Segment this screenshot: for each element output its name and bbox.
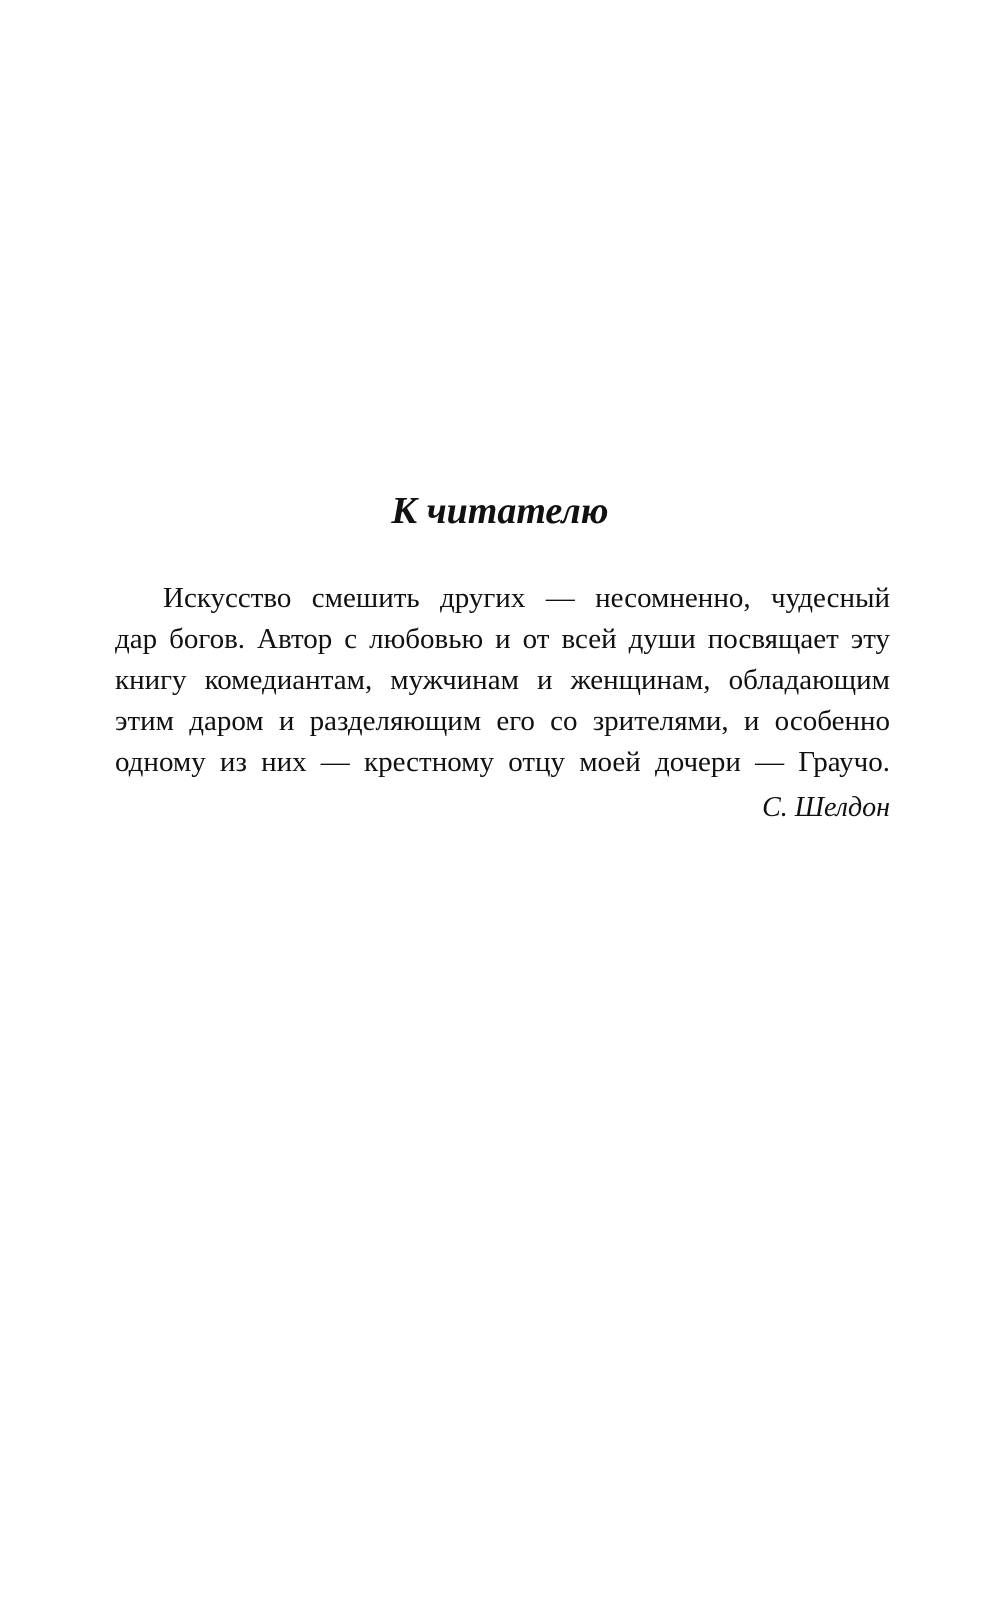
- dedication-paragraph: [115, 578, 890, 783]
- page-title: К читателю: [391, 490, 609, 532]
- paragraph-line: книгу комедиантам, мужчинам и женщинам, обладающим: [115, 664, 890, 696]
- paragraph-line: этим даром и разделяющим его со зрителями, и особенно: [115, 705, 890, 737]
- paragraph-line: дар богов. Автор с любовью и от всей души посвящает эту: [115, 623, 890, 655]
- paragraph-line: Искусство смешить других — несомненно, чудесный: [163, 582, 890, 614]
- author-signature: С. Шелдон: [762, 792, 890, 823]
- paragraph-line: одному из них — крестному отцу моей дочери — Граучо.: [115, 746, 890, 778]
